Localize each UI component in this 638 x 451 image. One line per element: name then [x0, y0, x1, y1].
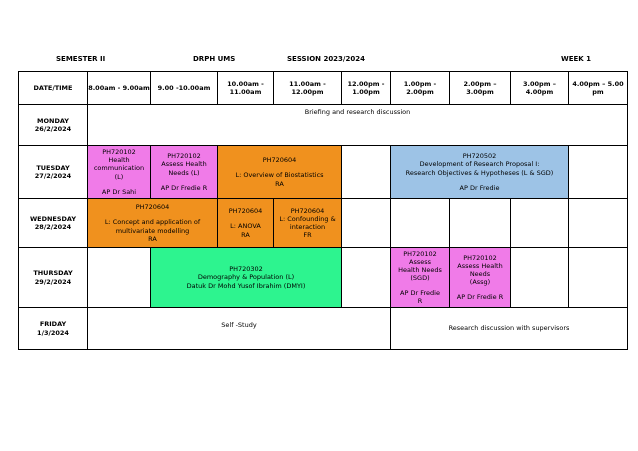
day-name: TUESDAY	[36, 163, 70, 172]
cell-thursday-4pm	[569, 248, 628, 308]
col-header-11am: 11.00am - 12.00pm	[274, 72, 342, 105]
course-line: Development of Research Proposal I:	[419, 160, 540, 169]
course-line: L: ANOVA	[230, 222, 261, 231]
course-line: Assess Health	[457, 261, 503, 270]
cell-wednesday-1pm	[391, 199, 450, 248]
lecturer: AP Dr Sahi	[101, 187, 137, 196]
course-code: PH720604	[262, 156, 297, 165]
course-line: Health Needs	[398, 265, 442, 274]
cell-wednesday-3pm	[511, 199, 569, 248]
lecturer: FR	[303, 231, 312, 240]
row-thursday	[19, 248, 628, 308]
course-line: multivariate modelling	[115, 226, 190, 235]
cell-thursday-1pm	[391, 248, 450, 308]
day-date: 28/2/2024	[34, 223, 72, 231]
cell-thursday-2pm	[450, 248, 511, 308]
day-tuesday	[19, 146, 88, 199]
cell-thursday-3pm	[511, 248, 569, 308]
day-date: 1/3/2024	[37, 328, 69, 337]
cell-wednesday-10am	[218, 199, 274, 248]
course-code: PH720502	[462, 152, 497, 161]
cell-thursday-12pm	[342, 248, 391, 308]
session-label: SESSION 2023/2024	[287, 55, 365, 63]
cell-monday-briefing	[88, 105, 628, 146]
course-code: PH720604	[135, 203, 170, 212]
cell-tuesday-9am	[151, 146, 218, 199]
course-line: (SGD)	[410, 274, 430, 282]
cell-thursday-8am	[88, 248, 151, 308]
course-code: PH720102	[463, 253, 497, 262]
day-name: WEDNESDAY	[29, 214, 77, 223]
cell-tuesday-8am	[88, 146, 151, 199]
day-date: 27/2/2024	[34, 172, 72, 180]
cell-tuesday-10am	[218, 146, 342, 199]
course-line: (L)	[114, 172, 124, 181]
lecturer: AP Dr Fredie R	[456, 293, 504, 302]
day-name: FRIDAY	[39, 320, 67, 329]
lecturer: AP Dr Fredie R	[160, 183, 208, 192]
course-code: PH720604	[228, 207, 263, 216]
day-friday	[19, 308, 88, 350]
course-code: PH720302	[229, 265, 263, 274]
lecturer: RA	[148, 234, 157, 243]
cell-wednesday-8am	[88, 199, 218, 248]
course-line: Needs	[469, 269, 491, 278]
course-line: interaction	[289, 223, 326, 231]
cell-tuesday-4pm	[569, 146, 628, 199]
course-code: PH720604	[290, 206, 325, 215]
timetable	[18, 71, 628, 350]
lecturer: RA	[275, 179, 284, 188]
course-line: (Assg)	[469, 278, 491, 287]
cell-thursday-9am	[151, 248, 342, 308]
cell-text: Research discussion with supervisors	[448, 324, 570, 333]
col-header-12pm: 12.00pm - 1.00pm	[342, 72, 391, 105]
row-tuesday	[19, 146, 628, 199]
day-name: MONDAY	[37, 116, 69, 125]
cell-wednesday-11am	[274, 199, 342, 248]
program-label: DRPH UMS	[193, 55, 236, 63]
course-line: Assess Health	[161, 160, 207, 169]
cell-wednesday-4pm	[569, 199, 628, 248]
col-header-datetime: DATE/TIME	[19, 72, 88, 105]
lecturer: AP Dr Fredie	[400, 289, 440, 298]
cell-friday-morning	[88, 308, 391, 350]
lecturer: AP Dr Fredie	[459, 183, 500, 192]
day-monday	[19, 105, 88, 146]
day-name: THURSDAY	[33, 269, 73, 278]
col-header-4pm: 4.00pm – 5.00 pm	[569, 72, 628, 105]
course-line: Demography & Population (L)	[197, 273, 295, 282]
day-date: 26/2/2024	[34, 125, 72, 133]
course-line: Research Objectives & Hypotheses (L & SGD)	[405, 168, 554, 177]
col-header-9am: 9.00 -10.00am	[151, 72, 218, 105]
col-header-2pm: 2.00pm – 3.00pm	[450, 72, 511, 105]
cell-text: Self -Study	[221, 321, 257, 330]
col-header-1pm: 1.00pm - 2.00pm	[391, 72, 450, 105]
row-friday	[19, 308, 628, 350]
semester-label: SEMESTER II	[56, 55, 106, 63]
day-date: 29/2/2024	[34, 277, 72, 286]
header-row	[19, 72, 628, 105]
course-code: PH720102	[102, 148, 136, 157]
cell-wednesday-2pm	[450, 199, 511, 248]
course-line: Needs (L)	[168, 168, 200, 177]
course-line: Assess	[409, 257, 431, 266]
row-monday	[19, 105, 628, 146]
col-header-8am: 8.00am - 9.00am	[88, 72, 151, 105]
course-line: L: Concept and application of	[104, 218, 201, 227]
row-wednesday	[19, 199, 628, 248]
course-line: Health	[108, 156, 130, 165]
cell-text: Briefing and research discussion	[304, 108, 411, 116]
lecturer: Datuk Dr Mohd Yusof Ibrahim (DMYI)	[186, 281, 306, 290]
col-header-10am: 10.00am - 11.00am	[218, 72, 274, 105]
day-thursday	[19, 248, 88, 308]
course-code: PH720102	[403, 249, 437, 258]
col-header-3pm: 3.00pm – 4.00pm	[511, 72, 569, 105]
week-label: WEEK 1	[561, 55, 592, 63]
cell-wednesday-12pm	[342, 199, 391, 248]
course-line: L: Confounding &	[279, 214, 336, 223]
cell-friday-afternoon	[391, 308, 628, 350]
cell-tuesday-1pm	[391, 146, 569, 199]
course-line: communication	[93, 164, 145, 173]
course-code: PH720102	[167, 152, 201, 161]
course-line: L: Overview of Biostatistics	[235, 171, 324, 180]
lecturer: RA	[241, 230, 250, 239]
lecturer: R	[417, 297, 423, 306]
day-wednesday	[19, 199, 88, 248]
cell-tuesday-12pm	[342, 146, 391, 199]
